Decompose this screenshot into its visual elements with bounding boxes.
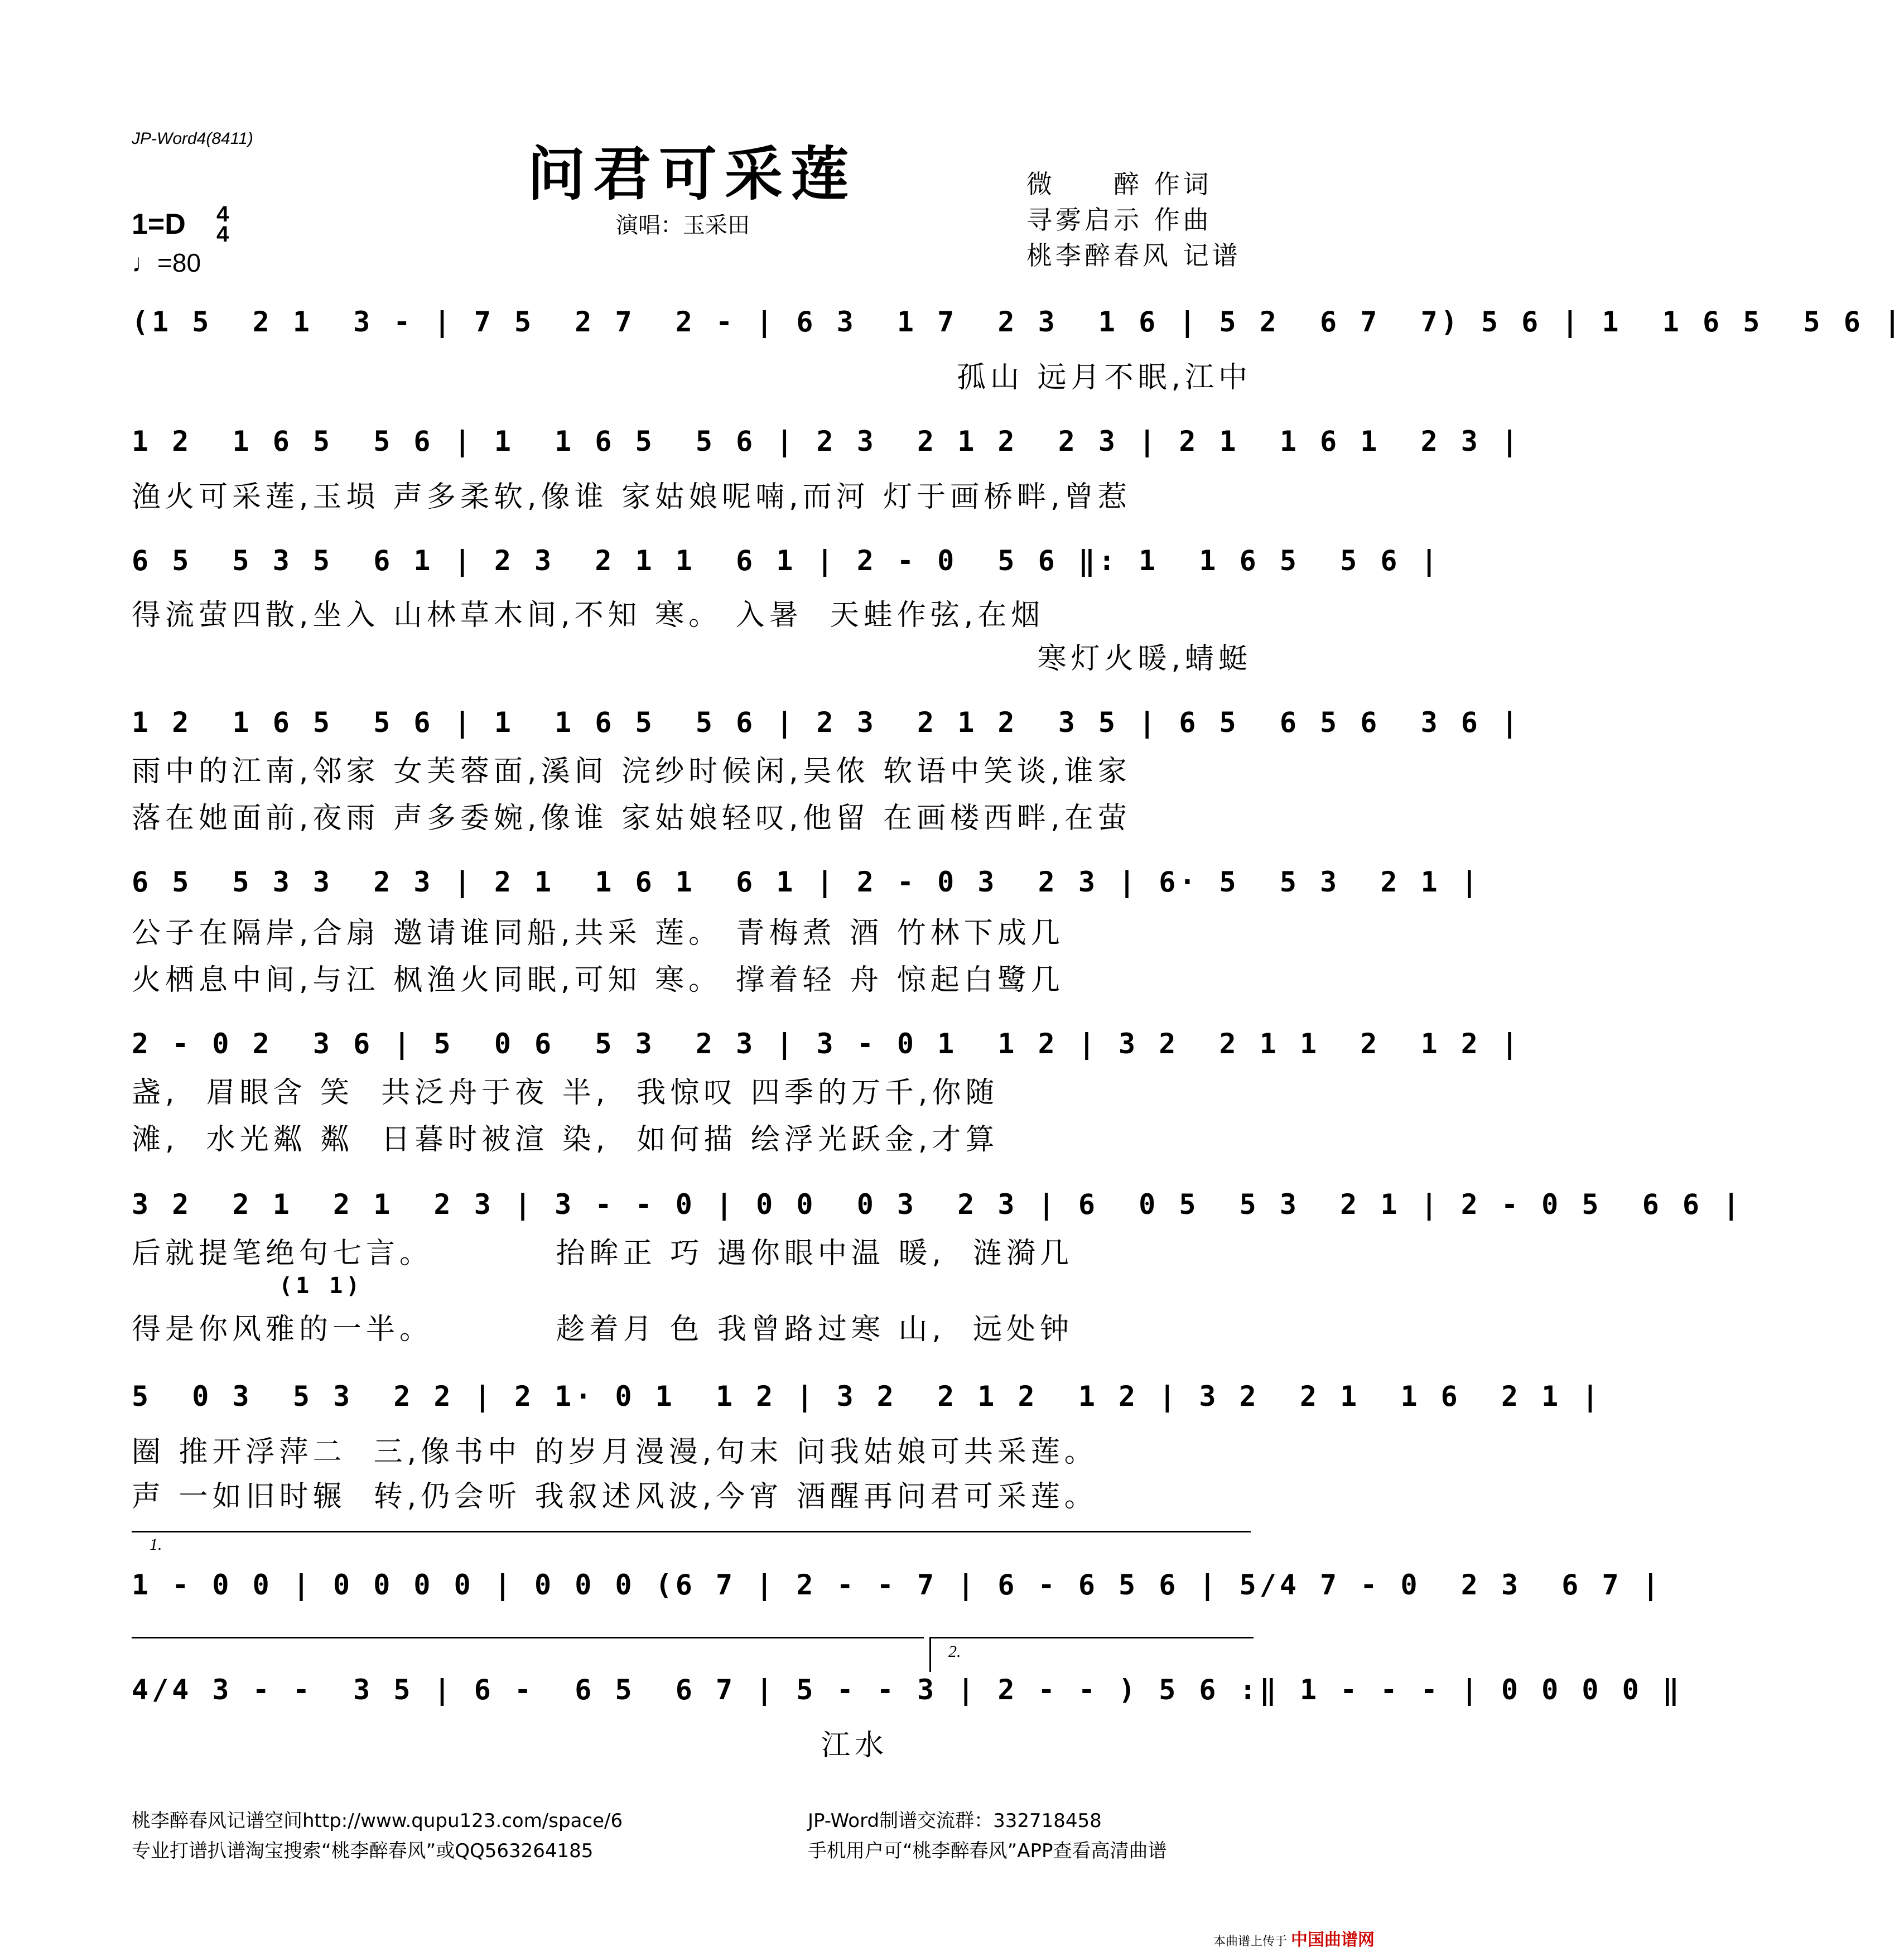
lyrics-2-v1: 渔火可采莲,玉埙 声多柔软,像谁 家姑娘呢喃,而河 灯于画桥畔,曾惹 <box>132 480 1131 514</box>
watermark-brand: 中国曲谱网 <box>1291 1930 1375 1950</box>
volta-first-label: 1. <box>150 1535 162 1554</box>
lyrics-8-v2: 声 一如旧时辗 转,仍会听 我叙述风波,今宵 酒醒再问君可采莲。 <box>132 1480 1098 1513</box>
lyrics-3-v1: 得流萤四散,坐入 山林草木间,不知 寒。 入暑 天蛙作弦,在烟 <box>132 599 1045 632</box>
lyrics-10-v1: 江水 <box>821 1729 889 1762</box>
footer-right-1: JP-Word制谱交流群：332718458 <box>808 1810 1102 1832</box>
time-top: 4 <box>216 202 229 226</box>
song-title: 问君可采莲 <box>527 139 856 208</box>
lyricist-credit: 微 醉 作词 <box>1026 169 1212 199</box>
lyrics-7-v2: 得是你风雅的一半。 趁着月 色 我曾路过寒 山, 远处钟 <box>132 1313 1073 1346</box>
time-signature <box>216 202 229 247</box>
notation-line-3: 6 5 5 3 5 6 1 | 2 3 2 1 1 6 1 | 2 - 0 5 6 ‖: 1 1 6 5 5 6 | <box>132 544 1441 577</box>
volta-first-bracket-cont <box>132 1637 924 1672</box>
notation-line-9: 1 - 0 0 | 0 0 0 0 | 0 0 0 (6 7 | 2 - - 7 | 6 - 6 5 6 | 5/4 7 - 0 2 3 6 7 | <box>132 1569 1662 1601</box>
notation-line-2: 1 2 1 6 5 5 6 | 1 1 6 5 5 6 | 2 3 2 1 2 2 3 | 2 1 1 6 1 2 3 | <box>132 425 1522 457</box>
lyrics-6-v1: 盏, 眉眼含 笑 共泛舟于夜 半, 我惊叹 四季的万千,你随 <box>132 1076 999 1110</box>
lyrics-1-v1: 孤山 远月不眠,江中 <box>956 361 1252 394</box>
composer-credit: 寻雾启示 作曲 <box>1026 205 1212 235</box>
time-bottom: 4 <box>216 222 229 247</box>
footer-left-2: 专业打谱扒谱淘宝搜索“桃李醉春风”或QQ563264185 <box>132 1840 594 1862</box>
notation-line-7: 3 2 2 1 2 1 2 3 | 3 - - 0 | 0 0 0 3 2 3 | 6 0 5 5 3 2 1 | 2 - 0 5 6 6 | <box>132 1188 1743 1221</box>
lyrics-6-v2: 滩, 水光粼 粼 日暮时被渲 染, 如何描 绘浮光跃金,才算 <box>132 1123 999 1156</box>
key-signature: 1=D <box>132 208 186 240</box>
credits-block <box>1026 166 1241 273</box>
lyrics-7-v1: 后就提笔绝句七言。 抬眸正 巧 遇你眼中温 暖, 涟漪几 <box>132 1237 1073 1270</box>
tempo-mark: ♩=80 <box>132 248 201 277</box>
singer-credit: 演唱：玉采田 <box>616 213 750 238</box>
lyrics-4-v1: 雨中的江南,邻家 女芙蓉面,溪间 浣纱时候闲,吴侬 软语中笑谈,谁家 <box>132 755 1131 788</box>
lyrics-5-v2: 火栖息中间,与江 枫渔火同眠,可知 寒。 撑着轻 舟 惊起白鹭几 <box>132 963 1064 997</box>
notation-line-1: (1 5 2 1 3 - | 7 5 2 7 2 - | 6 3 1 7 2 3 1 6 | 5 2 6 7 7) 5 6 | 1 1 6 5 5 6 | <box>132 306 1904 338</box>
volta-second-bracket <box>929 1637 1254 1672</box>
lyrics-3-v2: 寒灯火暖,蜻蜓 <box>1037 642 1252 676</box>
watermark <box>1213 1926 1375 1950</box>
footer-left-1: 桃李醉春风记谱空间http://www.qupu123.com/space/6 <box>132 1810 623 1832</box>
lyrics-8-v1: 圈 推开浮萍二 三,像书中 的岁月漫漫,句末 问我姑娘可共采莲。 <box>132 1435 1098 1469</box>
volta-first-bracket <box>132 1531 1251 1566</box>
notation-line-10: 4/4 3 - - 3 5 | 6 - 6 5 6 7 | 5 - - 3 | 2 - - ) 5 6 :‖ 1 - - - | 0 0 0 0 ‖ <box>132 1674 1683 1706</box>
notation-line-8: 5 0 3 5 3 2 2 | 2 1· 0 1 1 2 | 3 2 2 1 2 1 2 | 3 2 2 1 1 6 2 1 | <box>132 1380 1602 1413</box>
transcriber-credit: 桃李醉春风 记谱 <box>1026 240 1241 271</box>
paren-notes: (1 1) <box>279 1273 363 1299</box>
notation-line-5: 6 5 5 3 3 2 3 | 2 1 1 6 1 6 1 | 2 - 0 3 2 3 | 6· 5 5 3 2 1 | <box>132 866 1481 898</box>
watermark-text: 本曲谱上传于 <box>1213 1935 1287 1949</box>
notation-line-6: 2 - 0 2 3 6 | 5 0 6 5 3 2 3 | 3 - 0 1 1 2 | 3 2 2 1 1 2 1 2 | <box>132 1028 1522 1060</box>
software-label: JP-Word4(8411) <box>132 129 253 148</box>
notation-line-4: 1 2 1 6 5 5 6 | 1 1 6 5 5 6 | 2 3 2 1 2 3 5 | 6 5 6 5 6 3 6 | <box>132 706 1522 739</box>
lyrics-4-v2: 落在她面前,夜雨 声多委婉,像谁 家姑娘轻叹,他留 在画楼西畔,在萤 <box>132 802 1131 835</box>
footer-right-2: 手机用户可“桃李醉春风”APP查看高清曲谱 <box>808 1840 1167 1862</box>
lyrics-5-v1: 公子在隔岸,合扇 邀请谁同船,共采 莲。 青梅煮 酒 竹林下成几 <box>132 917 1064 950</box>
volta-second-label: 2. <box>948 1642 961 1661</box>
